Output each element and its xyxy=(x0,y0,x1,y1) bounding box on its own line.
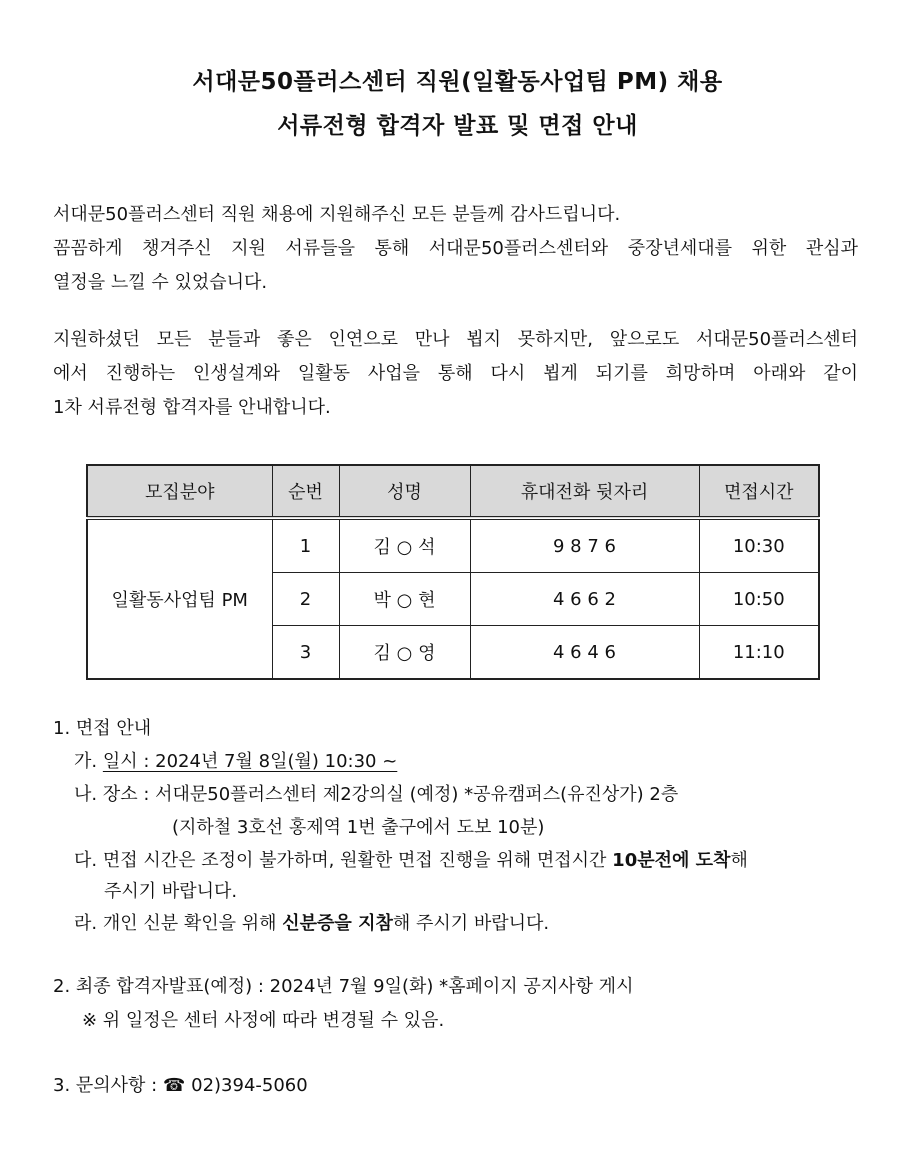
interview-item-d xyxy=(74,909,549,935)
interview-location: 장소 : 서대문50플러스센터 제2강의실 (예정) *공유캠퍼스(유진상가) 2층 xyxy=(102,784,679,805)
intro-line: 꼼꼼하게 챙겨주신 지원 서류들을 통해 서대문50플러스센터와 중장년세대를 위한 관심과 xyxy=(53,238,858,259)
cell-name: 김 ○ 영 xyxy=(339,626,470,680)
table-row xyxy=(87,518,819,573)
cell-time: 11:10 xyxy=(699,626,819,680)
cell-name: 박 ○ 현 xyxy=(339,573,470,626)
interview-item-c xyxy=(74,846,748,872)
cell-name: 김 ○ 석 xyxy=(339,518,470,573)
cell-number: 2 xyxy=(272,573,339,626)
intro-paragraph-2 xyxy=(53,323,858,425)
cell-time: 10:50 xyxy=(699,573,819,626)
header-field: 모집분야 xyxy=(87,465,272,518)
intro-line: 에서 진행하는 인생설계와 일활동 사업을 통해 다시 뵙게 되기를 희망하며 아래와 같이 xyxy=(53,363,858,384)
interview-datetime: 일시 : 2024년 7월 8일(월) 10:30 ~ xyxy=(102,751,398,772)
interview-note-emphasis: 10분전에 도착 xyxy=(612,850,731,871)
phone-icon: ☎ xyxy=(162,1075,186,1096)
interview-location-sub: (지하철 3호선 홍제역 1번 출구에서 도보 10분) xyxy=(172,817,545,838)
cell-number: 3 xyxy=(272,626,339,680)
item-prefix: 라. xyxy=(74,913,98,934)
intro-line: 1차 서류전형 합격자를 안내합니다. xyxy=(53,397,331,418)
intro-paragraph-1 xyxy=(53,198,858,300)
contact-label: 3. 문의사항 : xyxy=(53,1075,163,1096)
interview-note-text: 면접 시간은 조정이 불가하며, 원활한 면접 진행을 위해 면접시간 xyxy=(102,850,613,871)
cell-field: 일활동사업팀 PM xyxy=(87,518,272,679)
cell-phone: 4 6 6 2 xyxy=(470,573,699,626)
header-number: 순번 xyxy=(272,465,339,518)
id-note-text: 해 주시기 바랍니다. xyxy=(392,913,550,934)
header-phone: 휴대전화 뒷자리 xyxy=(470,465,699,518)
contact-phone: 02)394-5060 xyxy=(185,1075,308,1096)
final-announcement: 2. 최종 합격자발표(예정) : 2024년 7월 9일(화) *홈페이지 공지사항 게시 xyxy=(53,976,634,997)
cell-number: 1 xyxy=(272,518,339,573)
id-note-emphasis: 신분증을 지참 xyxy=(282,913,393,934)
interview-item-a xyxy=(74,747,397,773)
page-title: 서대문50플러스센터 직원(일활동사업팀 PM) 채용 xyxy=(192,69,723,95)
interview-heading: 1. 면접 안내 xyxy=(53,718,152,739)
item-prefix: 나. xyxy=(74,784,98,805)
intro-line: 서대문50플러스센터 직원 채용에 지원해주신 모든 분들께 감사드립니다. xyxy=(53,204,621,225)
schedule-note: ※ 위 일정은 센터 사정에 따라 변경될 수 있음. xyxy=(82,1010,445,1031)
contact-line xyxy=(53,1071,308,1097)
applicant-table xyxy=(86,464,820,680)
item-prefix: 가. xyxy=(74,751,98,772)
cell-phone: 4 6 4 6 xyxy=(470,626,699,680)
interview-note-text: 해 xyxy=(730,850,748,871)
header-time: 면접시간 xyxy=(699,465,819,518)
cell-time: 10:30 xyxy=(699,518,819,573)
cell-phone: 9 8 7 6 xyxy=(470,518,699,573)
interview-item-b xyxy=(74,780,678,806)
interview-note-continued: 주시기 바랍니다. xyxy=(104,881,238,902)
intro-line: 지원하셨던 모든 분들과 좋은 인연으로 만나 뵙지 못하지만, 앞으로도 서대문50플러스센터 xyxy=(53,329,858,350)
table-header-row xyxy=(87,465,819,518)
page-subtitle: 서류전형 합격자 발표 및 면접 안내 xyxy=(277,113,638,139)
id-note-text: 개인 신분 확인을 위해 xyxy=(102,913,283,934)
header-name: 성명 xyxy=(339,465,470,518)
item-prefix: 다. xyxy=(74,850,98,871)
intro-line: 열정을 느낄 수 있었습니다. xyxy=(53,272,268,293)
